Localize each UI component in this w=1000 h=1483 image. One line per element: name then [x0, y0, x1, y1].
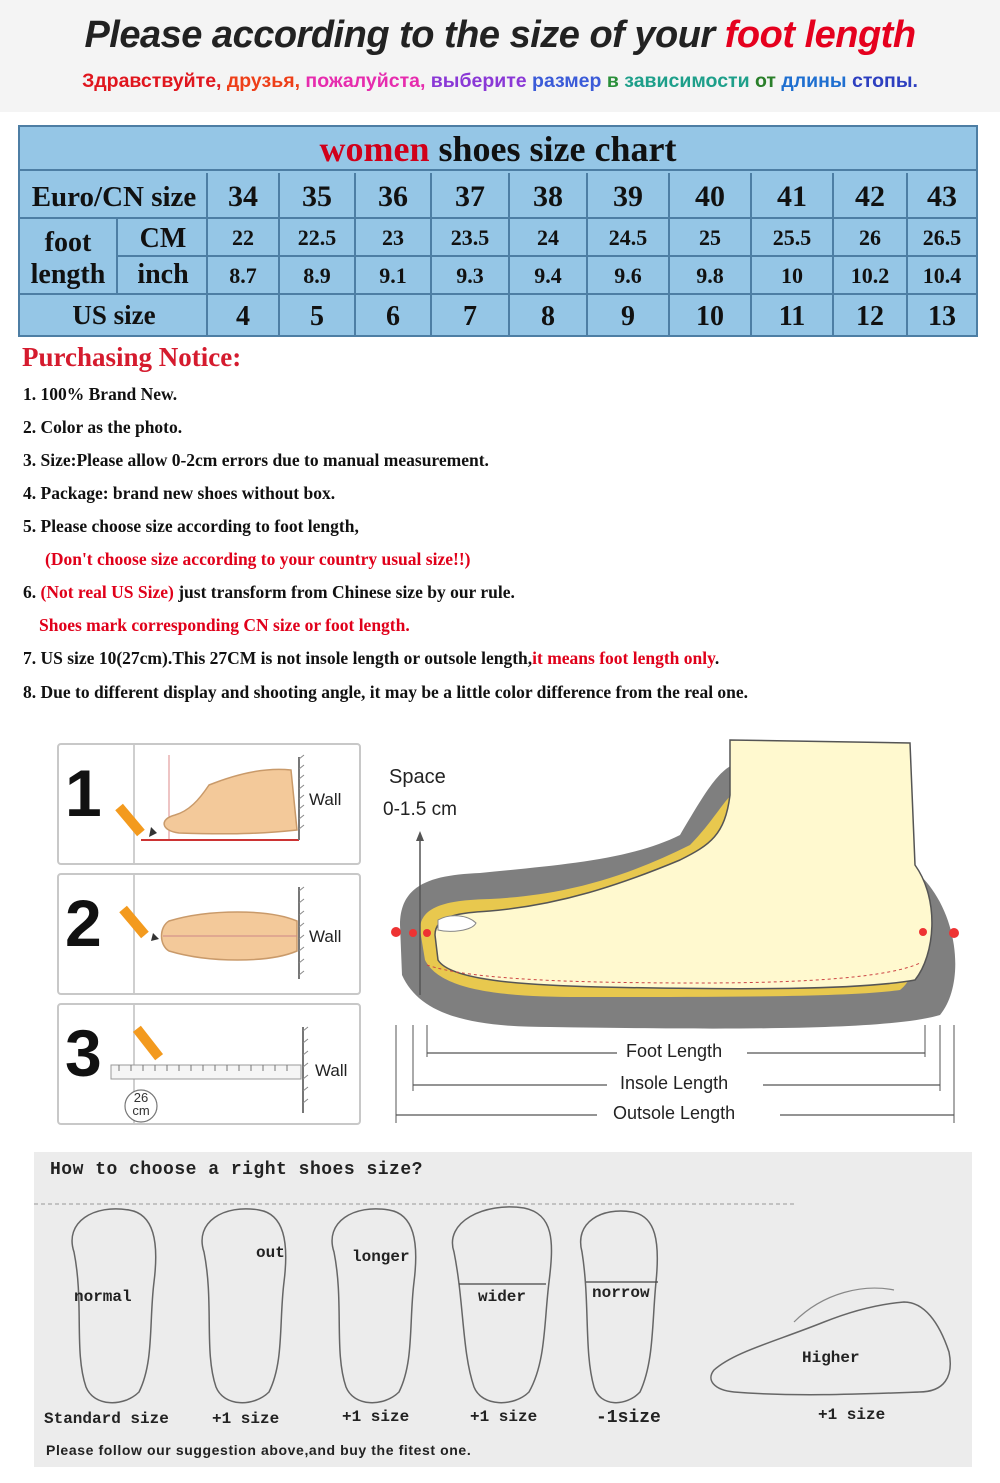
euro-cn-size-cell: 41 — [777, 180, 807, 213]
size-chart-title-highlight: women — [319, 129, 430, 169]
notice-item-1: 1. 100% Brand New. — [23, 384, 178, 404]
cm-length-cell: 26.5 — [922, 225, 962, 250]
euro-cn-size-cell: 36 — [378, 180, 408, 213]
fit-guide-title: How to choose a right shoes size? — [50, 1160, 423, 1180]
cm-length-cell: 24 — [537, 225, 559, 250]
notice-item-8: 8. Due to different display and shooting angle, it may be a little color difference from the real one. — [23, 682, 749, 702]
notice-item-6-number: 6. — [23, 582, 41, 602]
inch-length-cell: 9.4 — [534, 263, 562, 288]
us-size-cell: 4 — [236, 301, 250, 332]
euro-cn-size-cell: 43 — [927, 180, 957, 213]
space-value: 0-1.5 cm — [383, 799, 457, 820]
fit-guide-footer: Please follow our suggestion above,and buy the fitest one. — [46, 1442, 472, 1458]
wall-label: Wall — [309, 790, 342, 809]
notice-item-7-end: . — [714, 648, 720, 668]
guide-size-plus-one: +1 size — [818, 1406, 886, 1424]
notice-item-6-warning: (Not real US Size) — [40, 582, 174, 602]
euro-cn-size-cell: 42 — [855, 180, 885, 213]
cm-length-cell: 22.5 — [297, 225, 337, 250]
notice-item-7-text: 7. US size 10(27cm).This 27CM is not insole length or outsole length, — [23, 648, 533, 668]
cm-length-cell: 22 — [232, 225, 254, 250]
inch-length-cell: 10.2 — [850, 263, 890, 288]
inch-length-cell: 9.6 — [614, 263, 642, 288]
inch-length-cell: 9.1 — [379, 263, 407, 288]
wall-label: Wall — [315, 1061, 348, 1080]
notice-item-6-note: Shoes mark corresponding CN size or foot length. — [39, 615, 410, 635]
cm-length-cell: 26 — [859, 225, 881, 250]
header-title — [0, 14, 1000, 57]
notice-title: Purchasing Notice: — [22, 342, 242, 372]
guide-label-higher: Higher — [802, 1349, 860, 1367]
row-label-cm: CM — [139, 223, 187, 254]
guide-label-longer: longer — [352, 1248, 410, 1266]
us-size-cell: 5 — [310, 301, 324, 332]
header-banner — [0, 0, 1000, 112]
guide-size-plus-one: +1 size — [212, 1410, 280, 1428]
euro-cn-size-cell: 37 — [455, 180, 485, 213]
insole-length-label: Insole Length — [620, 1073, 729, 1093]
space-label: Space — [389, 766, 446, 788]
euro-cn-size-cell: 39 — [613, 180, 643, 213]
size-chart-title — [20, 127, 976, 171]
ruler-badge — [129, 1091, 153, 1117]
row-label-inch: inch — [137, 259, 189, 290]
row-label-length: length — [30, 259, 106, 290]
grid-line — [116, 255, 976, 257]
ruler-badge-unit: cm — [132, 1103, 150, 1118]
us-size-cell: 12 — [856, 301, 884, 332]
notice-item-7-warning: it means foot length only — [532, 648, 715, 668]
ruler-badge-number: 26 — [133, 1090, 149, 1105]
us-size-cell: 6 — [386, 301, 400, 332]
notice-item-5-warning: (Don't choose size according to your country usual size!!) — [45, 549, 471, 569]
cm-length-cell: 24.5 — [608, 225, 648, 250]
guide-label-norrow: norrow — [592, 1284, 650, 1302]
outsole-length-label: Outsole Length — [613, 1103, 736, 1123]
notice-item-6-text: just transform from Chinese size by our rule. — [173, 582, 515, 602]
guide-label-normal: normal — [74, 1288, 132, 1306]
subtitle-word: размер — [526, 70, 602, 92]
fit-guide-panel — [34, 1152, 972, 1467]
us-size-cell: 10 — [696, 301, 724, 332]
inch-length-cell: 9.3 — [456, 263, 484, 288]
subtitle-word: выберите — [425, 70, 527, 92]
notice-item-5: 5. Please choose size according to foot length, — [23, 516, 359, 536]
us-size-cell: 7 — [463, 301, 477, 332]
inch-length-cell: 10.4 — [922, 263, 962, 288]
measure-step-panel — [57, 873, 361, 995]
cm-length-cell: 23 — [382, 225, 404, 250]
inch-length-cell: 8.9 — [303, 263, 331, 288]
measure-step-panel — [57, 743, 361, 865]
cm-length-cell: 25.5 — [772, 225, 812, 250]
euro-cn-size-cell: 40 — [695, 180, 725, 213]
euro-cn-size-cell: 38 — [533, 180, 563, 213]
cm-length-cell: 25 — [699, 225, 721, 250]
wall-label: Wall — [309, 927, 342, 946]
guide-size-standard: Standard size — [44, 1410, 169, 1428]
step-number: 3 — [65, 1016, 102, 1090]
notice-item-2: 2. Color as the photo. — [23, 417, 183, 437]
row-label-foot: foot — [44, 227, 92, 258]
guide-label-wider: wider — [478, 1288, 527, 1306]
subtitle-word: друзья, — [221, 70, 300, 92]
header-subtitle-russian — [0, 70, 1000, 93]
guide-size-minus-one: -1size — [596, 1408, 661, 1428]
us-size-cell: 13 — [928, 301, 956, 332]
guide-label-out: out — [256, 1244, 285, 1262]
euro-cn-size-cell: 35 — [302, 180, 332, 213]
us-size-cell: 9 — [621, 301, 635, 332]
us-size-cell: 8 — [541, 301, 555, 332]
inch-length-cell: 9.8 — [696, 263, 724, 288]
subtitle-word: Здравствуйте, — [82, 70, 222, 92]
size-chart-table — [18, 125, 978, 337]
guide-size-plus-one: +1 size — [342, 1408, 410, 1426]
cm-length-cell: 23.5 — [450, 225, 490, 250]
euro-cn-size-cell: 34 — [228, 180, 258, 213]
us-size-cell: 11 — [778, 301, 806, 332]
subtitle-word: длины — [775, 70, 847, 92]
measure-step-panel — [57, 1003, 361, 1125]
notice-item-7 — [23, 648, 719, 669]
step3-illustration — [59, 1005, 359, 1123]
size-chart-title-text: shoes size chart — [429, 129, 677, 169]
row-label-us-size: US size — [72, 300, 156, 330]
subtitle-word: от — [749, 70, 776, 92]
row-label-euro-cn: Euro/CN size — [31, 181, 197, 213]
guide-size-plus-one: +1 size — [470, 1408, 538, 1426]
step-number: 2 — [65, 886, 102, 960]
foot-length-label: Foot Length — [626, 1041, 723, 1061]
subtitle-word: зависимости — [618, 70, 750, 92]
subtitle-word: стопы. — [846, 70, 918, 92]
notice-item-4: 4. Package: brand new shoes without box. — [23, 483, 336, 503]
header-title-highlight: foot length — [724, 14, 916, 56]
notice-item-3: 3. Size:Please allow 0-2cm errors due to manual measurement. — [23, 450, 489, 470]
step-number: 1 — [65, 756, 102, 830]
subtitle-word: пожалуйста, — [300, 70, 426, 92]
subtitle-word: в — [601, 70, 619, 92]
inch-length-cell: 8.7 — [229, 263, 257, 288]
inch-length-cell: 10 — [781, 263, 803, 288]
header-title-text: Please according to the size of your — [84, 14, 725, 56]
notice-item-6 — [23, 582, 515, 603]
